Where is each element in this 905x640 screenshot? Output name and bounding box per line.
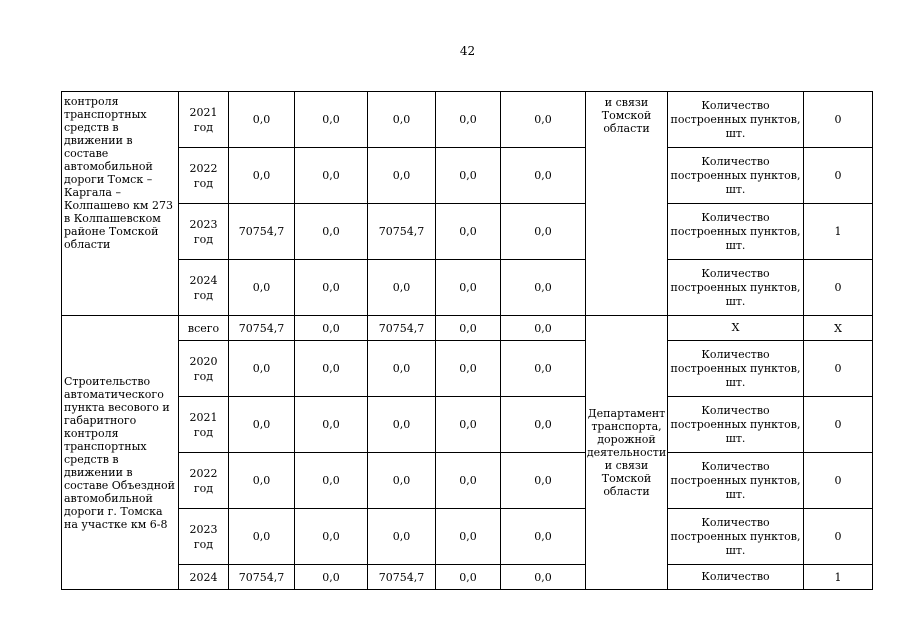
indicator-value-cell: 0 [804,260,873,316]
table-row [62,204,873,260]
indicator-cell: Количество построенных пунктов, шт. [668,260,804,316]
value-cell: 0,0 [368,453,436,509]
measure-name-cell: контроля транспортных средств в движении в составе автомобильной дороги Томск – Каргала – Колпашево км 273 в Колпашевском районе Томской области [62,92,179,316]
value-cell: 0,0 [501,92,586,148]
value-cell: 0,0 [501,509,586,565]
value-cell: 0,0 [295,453,368,509]
value-cell: 0,0 [295,316,368,341]
value-cell: 0,0 [295,509,368,565]
value-cell: 0,0 [295,565,368,590]
value-cell: 0,0 [229,260,295,316]
indicator-cell: Количество построенных пунктов, шт. [668,397,804,453]
year-cell: 2024 год [179,260,229,316]
value-cell: 0,0 [501,397,586,453]
value-cell: 0,0 [501,316,586,341]
value-cell: 0,0 [436,316,501,341]
year-cell: 2022 год [179,148,229,204]
value-cell: 70754,7 [229,316,295,341]
indicator-value-cell: 0 [804,148,873,204]
year-cell: 2024 [179,565,229,590]
table-row [62,148,873,204]
value-cell: 0,0 [436,509,501,565]
value-cell: 70754,7 [368,565,436,590]
year-cell: всего [179,316,229,341]
indicator-cell: Количество построенных пунктов, шт. [668,341,804,397]
value-cell: 0,0 [368,260,436,316]
value-cell: 0,0 [229,341,295,397]
year-cell: 2022 год [179,453,229,509]
table-row [62,397,873,453]
value-cell: 0,0 [295,397,368,453]
value-cell: 0,0 [229,453,295,509]
table-row [62,509,873,565]
value-cell: 70754,7 [368,204,436,260]
value-cell: 70754,7 [229,565,295,590]
value-cell: 0,0 [501,260,586,316]
indicator-value-cell: 1 [804,565,873,590]
indicator-cell: Х [668,316,804,341]
value-cell: 0,0 [229,509,295,565]
value-cell: 0,0 [501,565,586,590]
value-cell: 0,0 [229,92,295,148]
indicator-cell: Количество построенных пунктов, шт. [668,204,804,260]
table-row [62,260,873,316]
value-cell: 0,0 [229,148,295,204]
table-row [62,341,873,397]
year-cell: 2021 год [179,92,229,148]
table-row [62,565,873,590]
indicator-cell: Количество построенных пунктов, шт. [668,509,804,565]
indicator-cell: Количество построенных пунктов, шт. [668,148,804,204]
indicator-value-cell: 0 [804,509,873,565]
value-cell: 0,0 [436,397,501,453]
value-cell: 0,0 [436,453,501,509]
table-row [62,316,873,341]
value-cell: 0,0 [436,204,501,260]
indicator-value-cell: Х [804,316,873,341]
value-cell: 0,0 [368,341,436,397]
value-cell: 0,0 [501,148,586,204]
value-cell: 70754,7 [368,316,436,341]
value-cell: 0,0 [295,341,368,397]
program-table [61,91,873,590]
value-cell: 70754,7 [229,204,295,260]
value-cell: 0,0 [295,204,368,260]
value-cell: 0,0 [229,397,295,453]
value-cell: 0,0 [368,397,436,453]
indicator-value-cell: 0 [804,397,873,453]
indicator-value-cell: 0 [804,453,873,509]
table-row [62,453,873,509]
table-row [62,92,873,148]
department-cell: и связи Томской области [586,92,668,316]
value-cell: 0,0 [501,204,586,260]
indicator-value-cell: 0 [804,341,873,397]
value-cell: 0,0 [501,453,586,509]
value-cell: 0,0 [368,148,436,204]
measure-name-cell: Строительство автоматического пункта весового и габаритного контроля транспортных средств в движении в составе Объездной автомобильной дороги г. Томска на участке км 6-8 [62,316,179,590]
value-cell: 0,0 [436,148,501,204]
value-cell: 0,0 [368,92,436,148]
indicator-value-cell: 1 [804,204,873,260]
indicator-cell: Количество [668,565,804,590]
indicator-cell: Количество построенных пунктов, шт. [668,453,804,509]
page-number: 42 [459,44,476,58]
value-cell: 0,0 [436,341,501,397]
year-cell: 2023 год [179,204,229,260]
value-cell: 0,0 [295,92,368,148]
value-cell: 0,0 [436,565,501,590]
indicator-value-cell: 0 [804,92,873,148]
value-cell: 0,0 [368,509,436,565]
indicator-cell: Количество построенных пунктов, шт. [668,92,804,148]
value-cell: 0,0 [501,341,586,397]
value-cell: 0,0 [436,92,501,148]
department-cell: Департамент транспорта, дорожной деятельности и связи Томской области [586,316,668,590]
value-cell: 0,0 [436,260,501,316]
value-cell: 0,0 [295,260,368,316]
year-cell: 2021 год [179,397,229,453]
year-cell: 2023 год [179,509,229,565]
value-cell: 0,0 [295,148,368,204]
year-cell: 2020 год [179,341,229,397]
